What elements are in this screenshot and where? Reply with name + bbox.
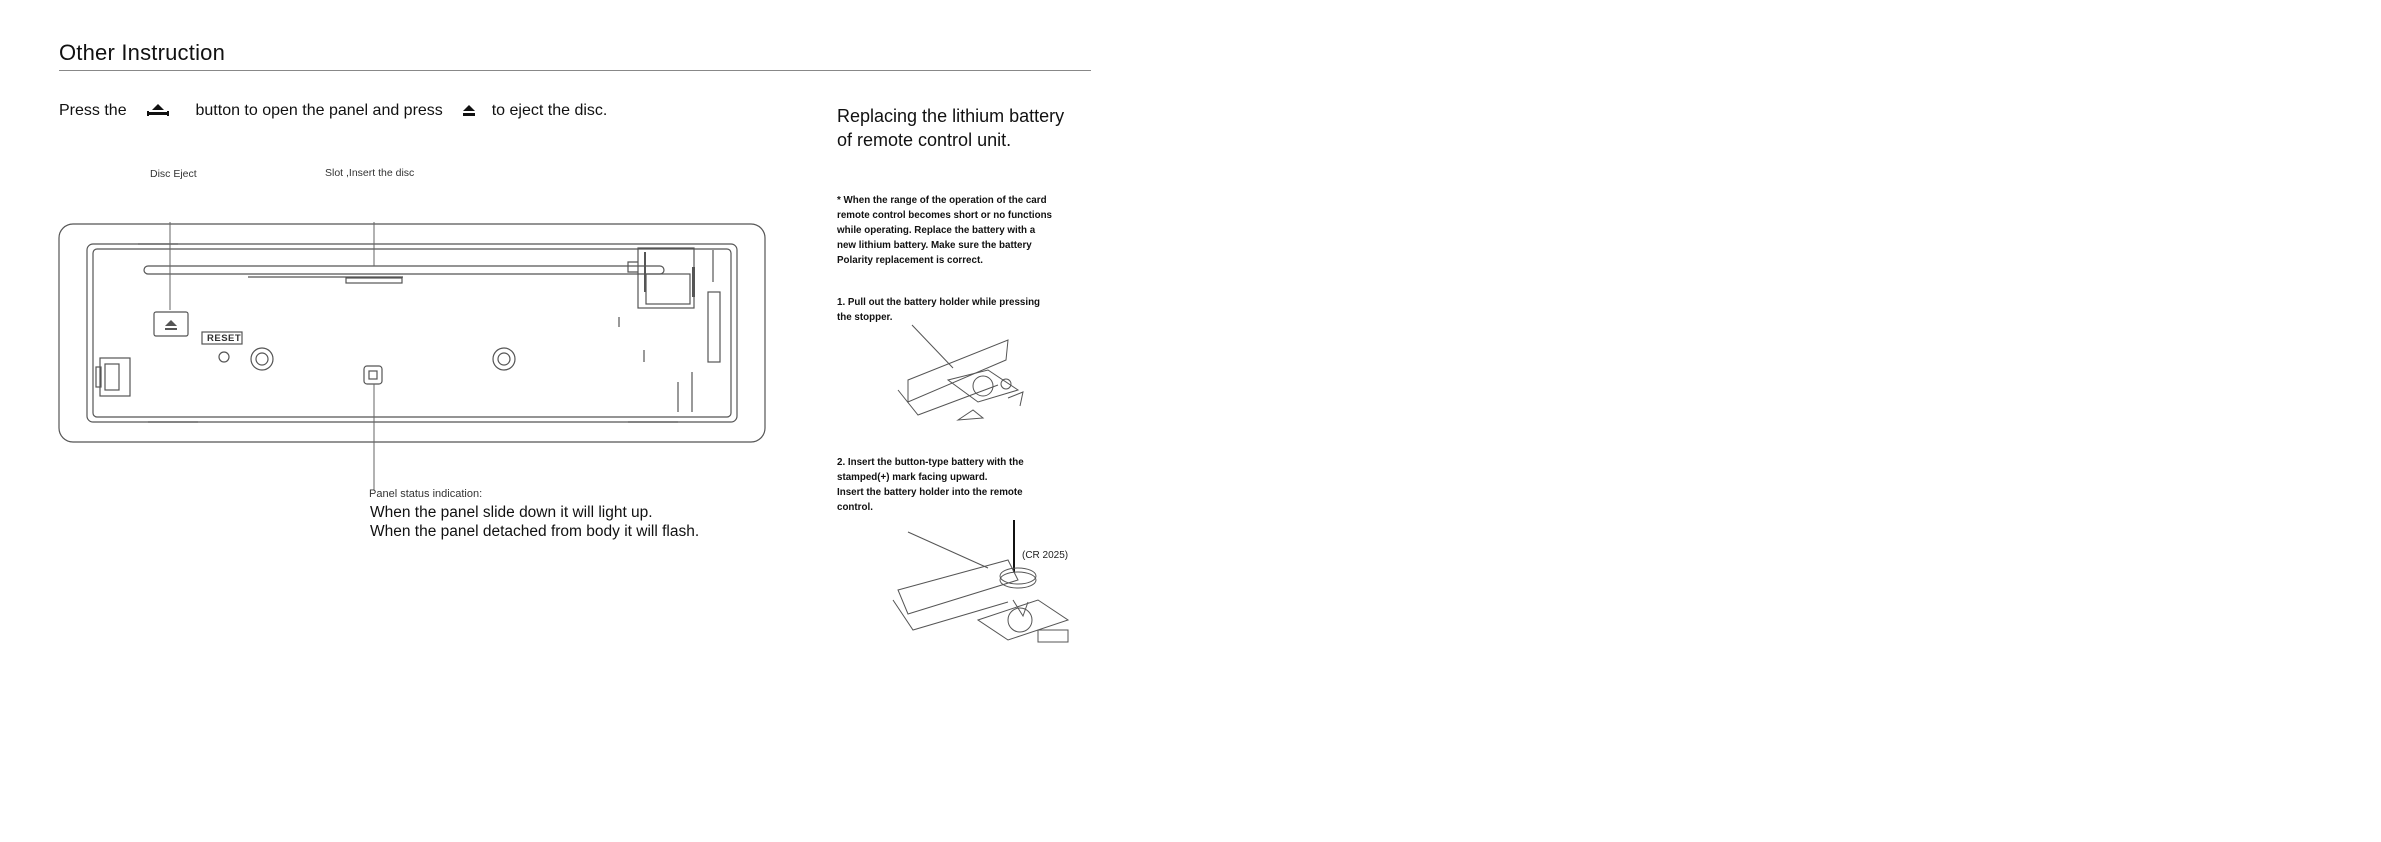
intro-instruction [59,102,607,120]
panel-status-line-2: When the panel detached from body it will flash. [370,523,700,540]
battery-type-label: (CR 2025) [1022,550,1069,561]
note-line: remote control becomes short or no functions [837,210,1053,221]
battery-note [837,193,1065,268]
note-line: * When the range of the operation of the card [837,195,1047,206]
step-2-line: stamped(+) mark facing upward. [837,472,988,483]
slot-label: Slot ,Insert the disc [325,167,415,179]
note-line: new lithium battery. Make sure the battery [837,240,1032,251]
note-line: Polarity replacement is correct. [837,255,983,266]
step-2-text [837,455,1065,515]
battery-insertion-drawing [888,520,1078,660]
step-1-line: the stopper. [837,312,893,323]
status-leader-line [373,444,375,490]
remote-battery-holder-pullout-drawing [888,320,1038,440]
intro-text-1: Press the [59,102,127,119]
note-line: while operating. Replace the battery with a [837,225,1036,236]
open-panel-icon [146,102,170,118]
page-title: Other Instruction [59,40,226,65]
panel-status-label: Panel status indication: [369,488,483,500]
step-2-line: Insert the battery holder into the remote [837,487,1023,498]
intro-text-3: to eject the disc. [491,102,608,119]
step-1-line: 1. Pull out the battery holder while pressing [837,297,1041,308]
disc-eject-label: Disc Eject [150,168,197,180]
panel-status-line-1: When the panel slide down it will light up. [370,504,653,521]
battery-section-title-line-1: Replacing the lithium battery [837,106,1065,126]
title-divider [59,70,1091,71]
step-2-line: control. [837,502,873,513]
head-unit-front-panel-drawing [58,222,768,444]
intro-text-2: button to open the panel and press [195,102,443,119]
eject-icon [461,104,477,118]
battery-section-title-line-2: of remote control unit. [837,130,1012,150]
reset-button-label: RESET [207,333,242,344]
step-2-line: 2. Insert the button-type battery with the [837,457,1024,468]
